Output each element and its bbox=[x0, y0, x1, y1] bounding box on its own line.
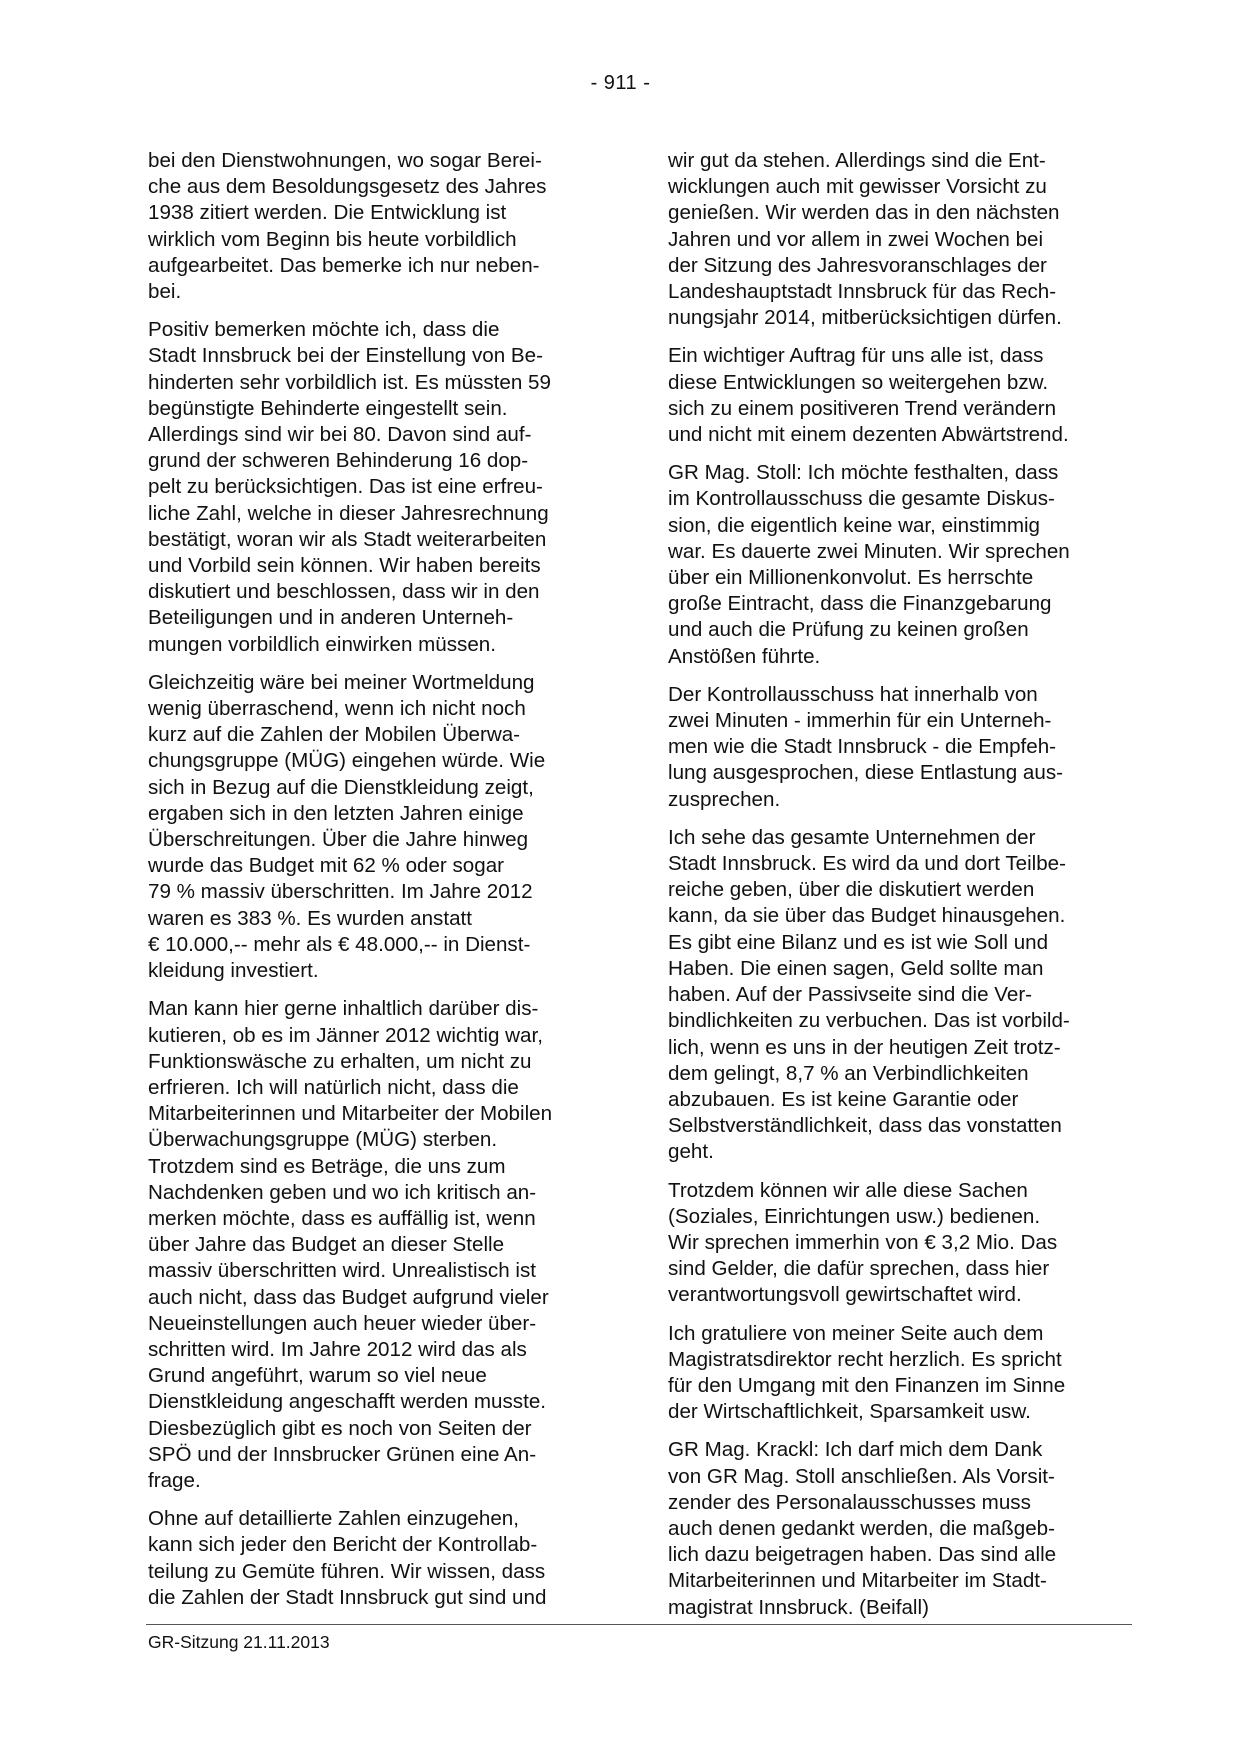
text-line: Es gibt eine Bilanz und es ist wie Soll und bbox=[668, 930, 1049, 954]
text-line: verantwortungsvoll gewirtschaftet wird. bbox=[668, 1283, 1022, 1307]
text-line: zusprechen. bbox=[668, 787, 781, 811]
text-line: Wir sprechen immerhin von € 3,2 Mio. Das bbox=[668, 1230, 1058, 1254]
text-line: kleidung investiert. bbox=[148, 959, 319, 983]
text-line: wicklungen auch mit gewisser Vorsicht zu bbox=[668, 175, 1047, 199]
text-line: Magistratsdirektor recht herzlich. Es spricht bbox=[668, 1347, 1062, 1371]
text-line: erfrieren. Ich will natürlich nicht, dass die bbox=[148, 1075, 519, 1099]
text-line: bei den Dienstwohnungen, wo sogar Berei- bbox=[148, 149, 542, 172]
text-line: schritten wird. Im Jahre 2012 wird das als bbox=[148, 1337, 527, 1361]
text-line: GR Mag. Stoll: Ich möchte festhalten, dass bbox=[668, 461, 1059, 485]
text-line: massiv überschritten wird. Unrealistisch ist bbox=[148, 1259, 536, 1283]
text-line: chungsgruppe (MÜG) eingehen würde. Wie bbox=[148, 749, 546, 773]
text-line: kann, da sie über das Budget hinausgehen. bbox=[668, 904, 1066, 928]
text-line: lich, wenn es uns in der heutigen Zeit trotz- bbox=[668, 1035, 1061, 1059]
text-line: Haben. Die einen sagen, Geld sollte man bbox=[668, 956, 1044, 980]
text-line: Ich sehe das gesamte Unternehmen der bbox=[668, 825, 1036, 849]
text-line: magistrat Innsbruck. (Beifall) bbox=[668, 1595, 929, 1619]
right-column bbox=[668, 148, 1128, 1633]
paragraph bbox=[668, 682, 1128, 813]
text-line: Stadt Innsbruck bei der Einstellung von Be- bbox=[148, 344, 543, 368]
text-line: lich dazu beigetragen haben. Das sind alle bbox=[668, 1543, 1057, 1567]
text-line: kann sich jeder den Bericht der Kontrollab- bbox=[148, 1533, 538, 1557]
text-line: zwei Minuten - immerhin für ein Unterneh- bbox=[668, 709, 1052, 733]
text-line: bindlichkeiten zu verbuchen. Das ist vorbild- bbox=[668, 1009, 1070, 1033]
text-line: der Wirtschaftlichkeit, Sparsamkeit usw. bbox=[668, 1400, 1031, 1424]
text-line: wenig überraschend, wenn ich nicht noch bbox=[148, 697, 526, 721]
paragraph bbox=[148, 670, 603, 984]
text-line: über ein Millionenkonvolut. Es herrschte bbox=[668, 566, 1034, 590]
text-line: Gleichzeitig wäre bei meiner Wortmeldung bbox=[148, 670, 535, 694]
text-line: Selbstverständlichkeit, dass das vonstatten bbox=[668, 1114, 1062, 1138]
paragraph bbox=[668, 825, 1128, 1166]
text-line: Ein wichtiger Auftrag für uns alle ist, dass bbox=[668, 344, 1044, 368]
text-line: auch nicht, dass das Budget aufgrund vieler bbox=[148, 1285, 549, 1309]
text-line: die Zahlen der Stadt Innsbruck gut sind und bbox=[148, 1585, 547, 1609]
text-line: diese Entwicklungen so weitergehen bzw. bbox=[668, 370, 1049, 394]
text-line: genießen. Wir werden das in den nächsten bbox=[668, 201, 1060, 225]
text-line: für den Umgang mit den Finanzen im Sinne bbox=[668, 1373, 1066, 1397]
paragraph bbox=[668, 148, 1128, 331]
text-line: im Kontrollausschuss die gesamte Diskus- bbox=[668, 487, 1055, 511]
text-line: Beteiligungen und in anderen Unterneh- bbox=[148, 606, 514, 630]
text-line: Trotzdem können wir alle diese Sachen bbox=[668, 1178, 1028, 1202]
text-line: und auch die Prüfung zu keinen großen bbox=[668, 618, 1029, 642]
text-line: Überwachungsgruppe (MÜG) sterben. bbox=[148, 1128, 498, 1152]
footer-divider bbox=[146, 1624, 1132, 1625]
text-line: Neueinstellungen auch heuer wieder über- bbox=[148, 1311, 537, 1335]
text-line: Überschreitungen. Über die Jahre hinweg bbox=[148, 828, 529, 852]
text-line: sind Gelder, die dafür sprechen, dass hier bbox=[668, 1257, 1050, 1281]
text-line: lung ausgesprochen, diese Entlastung aus- bbox=[668, 761, 1063, 785]
text-line: Anstößen führte. bbox=[668, 644, 821, 668]
text-line: auch denen gedankt werden, die maßgeb- bbox=[668, 1516, 1055, 1540]
text-line: grund der schweren Behinderung 16 dop- bbox=[148, 449, 529, 473]
text-line: Jahren und vor allem in zwei Wochen bei bbox=[668, 227, 1044, 251]
paragraph bbox=[148, 996, 603, 1494]
text-line: Nachdenken geben und wo ich kritisch an- bbox=[148, 1180, 537, 1204]
text-line: Man kann hier gerne inhaltlich darüber dis- bbox=[148, 997, 539, 1021]
text-line: teilung zu Gemüte führen. Wir wissen, dass bbox=[148, 1559, 546, 1583]
text-line: € 10.000,-- mehr als € 48.000,-- in Dienst- bbox=[148, 932, 531, 956]
text-line: begünstigte Behinderte eingestellt sein. bbox=[148, 396, 508, 420]
text-line: Dienstkleidung angeschafft werden musste. bbox=[148, 1390, 546, 1414]
text-line: Mitarbeiterinnen und Mitarbeiter im Stadt- bbox=[668, 1569, 1047, 1593]
paragraph bbox=[148, 317, 603, 658]
text-line: Positiv bemerken möchte ich, dass die bbox=[148, 318, 500, 342]
text-line: waren es 383 %. Es wurden anstatt bbox=[148, 906, 472, 930]
text-line: geht. bbox=[668, 1140, 714, 1164]
paragraph bbox=[668, 1437, 1128, 1620]
text-line: bestätigt, woran wir als Stadt weiterarbeiten bbox=[148, 527, 547, 551]
text-line: che aus dem Besoldungsgesetz des Jahres bbox=[148, 175, 547, 199]
text-line: nungsjahr 2014, mitberücksichtigen dürfen. bbox=[668, 306, 1062, 330]
text-line: haben. Auf der Passivseite sind die Ver- bbox=[668, 983, 1033, 1007]
text-line: war. Es dauerte zwei Minuten. Wir sprechen bbox=[668, 539, 1070, 563]
text-line: Funktionswäsche zu erhalten, um nicht zu bbox=[148, 1049, 532, 1073]
paragraph bbox=[668, 1178, 1128, 1309]
text-line: Grund angeführt, warum so viel neue bbox=[148, 1364, 487, 1388]
text-line: Diesbezüglich gibt es noch von Seiten der bbox=[148, 1416, 532, 1440]
text-line: Der Kontrollausschuss hat innerhalb von bbox=[668, 682, 1038, 706]
text-line: Allerdings sind wir bei 80. Davon sind auf- bbox=[148, 423, 532, 447]
text-line: hinderten sehr vorbildlich ist. Es müssten 59 bbox=[148, 370, 551, 394]
text-line: 79 % massiv überschritten. Im Jahre 2012 bbox=[148, 880, 533, 904]
text-line: ergaben sich in den letzten Jahren einige bbox=[148, 801, 524, 825]
paragraph bbox=[668, 1321, 1128, 1426]
text-line: Ohne auf detaillierte Zahlen einzugehen, bbox=[148, 1507, 519, 1531]
text-line: Ich gratuliere von meiner Seite auch dem bbox=[668, 1321, 1044, 1345]
text-line: merken möchte, dass es auffällig ist, wenn bbox=[148, 1206, 536, 1230]
text-line: bei. bbox=[148, 280, 182, 304]
text-line: dem gelingt, 8,7 % an Verbindlichkeiten bbox=[668, 1061, 1029, 1085]
text-line: abzubauen. Es ist keine Garantie oder bbox=[668, 1087, 1019, 1111]
paragraph bbox=[148, 148, 603, 305]
text-line: SPÖ und der Innsbrucker Grünen eine An- bbox=[148, 1442, 537, 1466]
text-line: sion, die eigentlich keine war, einstimmig bbox=[668, 513, 1041, 537]
text-line: frage. bbox=[148, 1468, 201, 1492]
text-line: kutieren, ob es im Jänner 2012 wichtig war, bbox=[148, 1023, 543, 1047]
text-line: der Sitzung des Jahresvoranschlages der bbox=[668, 253, 1047, 277]
text-line: aufgearbeitet. Das bemerke ich nur neben- bbox=[148, 253, 540, 277]
text-line: sich zu einem positiveren Trend verändern bbox=[668, 396, 1057, 420]
text-line: Stadt Innsbruck. Es wird da und dort Teilbe- bbox=[668, 852, 1066, 876]
text-line: große Eintracht, dass die Finanzgebarung bbox=[668, 592, 1052, 616]
page-number: - 911 - bbox=[590, 72, 651, 94]
text-line: reiche geben, über die diskutiert werden bbox=[668, 878, 1035, 902]
text-line: mungen vorbildlich einwirken müssen. bbox=[148, 632, 496, 656]
text-line: diskutiert und beschlossen, dass wir in den bbox=[148, 580, 540, 604]
text-line: Landeshauptstadt Innsbruck für das Rech- bbox=[668, 280, 1057, 304]
text-line: liche Zahl, welche in dieser Jahresrechnung bbox=[148, 501, 549, 525]
text-line: und Vorbild sein können. Wir haben bereits bbox=[148, 554, 541, 578]
text-line: zender des Personalausschusses muss bbox=[668, 1490, 1031, 1514]
paragraph bbox=[148, 1506, 603, 1611]
text-line: wir gut da stehen. Allerdings sind die Ent- bbox=[668, 149, 1046, 172]
text-line: über Jahre das Budget an dieser Stelle bbox=[148, 1233, 505, 1257]
text-line: pelt zu berücksichtigen. Das ist eine erfreu- bbox=[148, 475, 543, 499]
text-line: Trotzdem sind es Beträge, die uns zum bbox=[148, 1154, 506, 1178]
text-line: Mitarbeiterinnen und Mitarbeiter der Mobilen bbox=[148, 1102, 553, 1126]
text-line: wurde das Budget mit 62 % oder sogar bbox=[148, 854, 505, 878]
text-line: wirklich vom Beginn bis heute vorbildlich bbox=[148, 227, 517, 251]
text-line: kurz auf die Zahlen der Mobilen Überwa- bbox=[148, 723, 521, 747]
text-line: men wie die Stadt Innsbruck - die Empfeh- bbox=[668, 735, 1057, 759]
text-line: GR Mag. Krackl: Ich darf mich dem Dank bbox=[668, 1438, 1043, 1462]
text-line: 1938 zitiert werden. Die Entwicklung ist bbox=[148, 201, 507, 225]
text-line: und nicht mit einem dezenten Abwärtstrend. bbox=[668, 423, 1069, 447]
left-column bbox=[148, 148, 603, 1623]
paragraph bbox=[668, 460, 1128, 670]
paragraph bbox=[668, 343, 1128, 448]
text-line: sich in Bezug auf die Dienstkleidung zeigt, bbox=[148, 775, 534, 799]
footer-session-date: GR-Sitzung 21.11.2013 bbox=[148, 1632, 330, 1652]
text-line: von GR Mag. Stoll anschließen. Als Vorsit- bbox=[668, 1464, 1055, 1488]
text-line: (Soziales, Einrichtungen usw.) bedienen. bbox=[668, 1204, 1041, 1228]
